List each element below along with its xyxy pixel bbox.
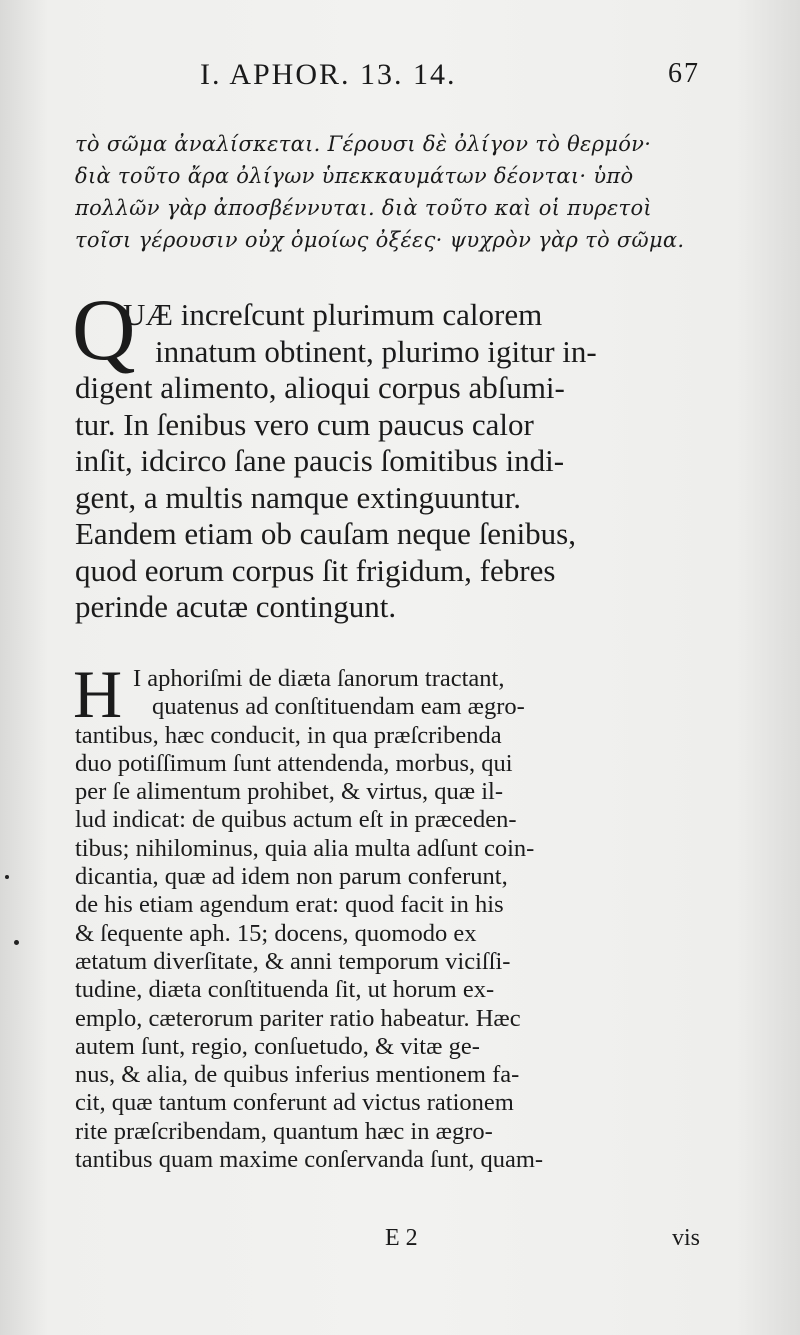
- commentary-line: ætatum diverſitate, & anni temporum viciſſi-: [75, 947, 511, 975]
- greek-line: τοῖσι γέρουσιν οὐχ ὁμοίως ὀξέες· ψυχρὸν γὰρ τὸ σῶμα.: [75, 228, 685, 252]
- page-header: [200, 58, 700, 98]
- commentary: [73, 656, 700, 1174]
- greek-line: διὰ τοῦτο ἄρα ὀλίγων ὑπεκκαυμάτων δέονται· ὑπὸ: [75, 164, 634, 188]
- translation-line: inſit, idcirco ſane paucis ſomitibus indi-: [75, 443, 565, 478]
- latin-translation: [72, 282, 700, 626]
- commentary-line: per ſe alimentum prohibet, & virtus, quæ il-: [75, 778, 503, 806]
- commentary-line: cit, quæ tantum conferunt ad victus rationem: [75, 1089, 514, 1117]
- dropcap-q: Q: [72, 282, 136, 379]
- commentary-line: tantibus, hæc conducit, in qua præſcribenda: [75, 721, 502, 749]
- commentary-line: tantibus quam maxime conſervanda ſunt, quam-: [75, 1146, 544, 1174]
- commentary-line: I aphoriſmi de diæta ſanorum tractant,: [133, 665, 505, 692]
- translation-line: quod eorum corpus ſit frigidum, febres: [75, 552, 556, 588]
- catchword: vis: [671, 1225, 700, 1251]
- ink-speck: [5, 875, 9, 879]
- commentary-line: dicantia, quæ ad idem non parum conferunt,: [75, 863, 508, 891]
- translation-line: perinde acutæ contingunt.: [75, 589, 397, 624]
- translation-line: innatum obtinent, plurimo igitur in-: [155, 333, 597, 369]
- greek-quote: [75, 128, 705, 256]
- signature-mark: E 2: [385, 1225, 418, 1251]
- commentary-line: emplo, cæterorum pariter ratio habeatur. Hæc: [75, 1004, 521, 1032]
- greek-line: πολλῶν γὰρ ἀποσβέννυται. διὰ τοῦτο καὶ οἱ πυρετοὶ: [75, 196, 652, 220]
- commentary-line: lud indicat: de quibus actum eſt in præceden-: [75, 806, 517, 834]
- commentary-line: & ſequente aph. 15; docens, quomodo ex: [75, 919, 477, 947]
- commentary-line: duo potiſſimum ſunt attendenda, morbus, qui: [75, 749, 513, 777]
- commentary-line: rite præſcribendam, quantum hæc in ægro-: [75, 1117, 493, 1145]
- translation-line: digent alimento, alioqui corpus abſumi-: [75, 370, 565, 405]
- dropcap-h: H: [73, 656, 123, 732]
- translation-line: Eandem etiam ob cauſam neque ſenibus,: [75, 516, 576, 551]
- page-footer: [75, 1225, 700, 1265]
- translation-line: UÆ increſcunt plurimum calorem: [123, 297, 543, 332]
- commentary-line: nus, & alia, de quibus inferius mentionem fa-: [75, 1061, 520, 1089]
- running-head: I. APHOR. 13. 14.: [200, 58, 457, 91]
- translation-line: tur. In ſenibus vero cum paucus calor: [75, 406, 534, 442]
- page-number: 67: [668, 58, 700, 89]
- ink-speck: [14, 940, 19, 945]
- commentary-line: quatenus ad conſtituendam eam ægro-: [152, 693, 525, 721]
- greek-line: τὸ σῶμα ἀναλίσκεται. Γέρουσι δὲ ὀλίγον τὸ θερμόν·: [75, 132, 652, 156]
- commentary-line: autem ſunt, regio, conſuetudo, & vitæ ge-: [75, 1032, 480, 1060]
- commentary-line: tudine, diæta conſtituenda ſit, ut horum ex-: [75, 976, 495, 1004]
- commentary-line: tibus; nihilominus, quia alia multa adſunt coin-: [75, 834, 535, 862]
- translation-line: gent, a multis namque extinguuntur.: [75, 479, 521, 515]
- commentary-line: de his etiam agendum erat: quod facit in his: [75, 891, 504, 919]
